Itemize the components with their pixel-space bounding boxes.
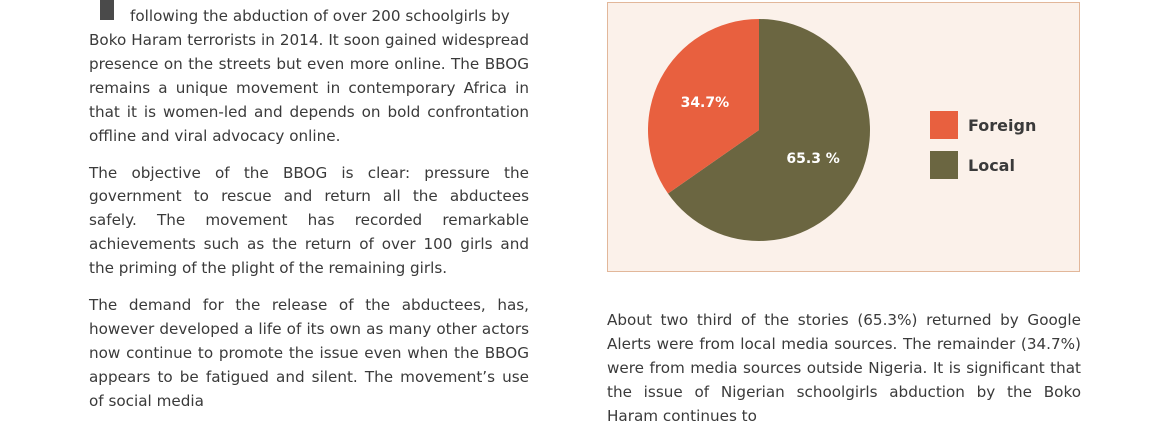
pie-label-local: 65.3 % (786, 151, 840, 168)
legend-swatch-local (930, 151, 958, 179)
paragraph-3: The demand for the release of the abductees, has, however developed a life of its own as many other actors now continue to promote the issue even when the BBOG appears to be fatigued and silent. The movement’s use of social media (89, 296, 529, 410)
pie-chart-panel (607, 2, 1080, 272)
legend-swatch-foreign (930, 111, 958, 139)
right-paragraph: About two third of the stories (65.3%) returned by Google Alerts were from local media sources. The remainder (34.7%) were from media sources outside Nigeria. It is significant that the issue of Nigerian schoolgirls abduction by the Boko Haram continues to (607, 311, 1081, 425)
paragraph-1-body: Boko Haram terrorists in 2014. It soon gained widespread presence on the streets but even more online. The BBOG remains a unique movement in contemporary Africa in that it is women-led and depends on bold confrontation offline and viral advocacy online. (89, 31, 529, 145)
pie-label-foreign: 34.7% (680, 94, 730, 111)
legend-item-local (930, 151, 1036, 179)
paragraph-2: The objective of the BBOG is clear: pressure the government to rescue and return all the abductees safely. The movement has recorded remarkable achievements such as the return of over 100 girls and the priming of the plight of the remaining girls. (89, 163, 529, 278)
legend-item-foreign (930, 111, 1036, 139)
right-column (607, 309, 1081, 429)
legend-label-foreign: Foreign (968, 115, 1037, 135)
legend-label-local: Local (968, 155, 1015, 175)
chart-legend (930, 111, 1036, 191)
left-column (89, 29, 529, 427)
drop-cap-letter (100, 0, 114, 20)
paragraph-1-first-line: following the abduction of over 200 schoolgirls by (130, 7, 510, 25)
